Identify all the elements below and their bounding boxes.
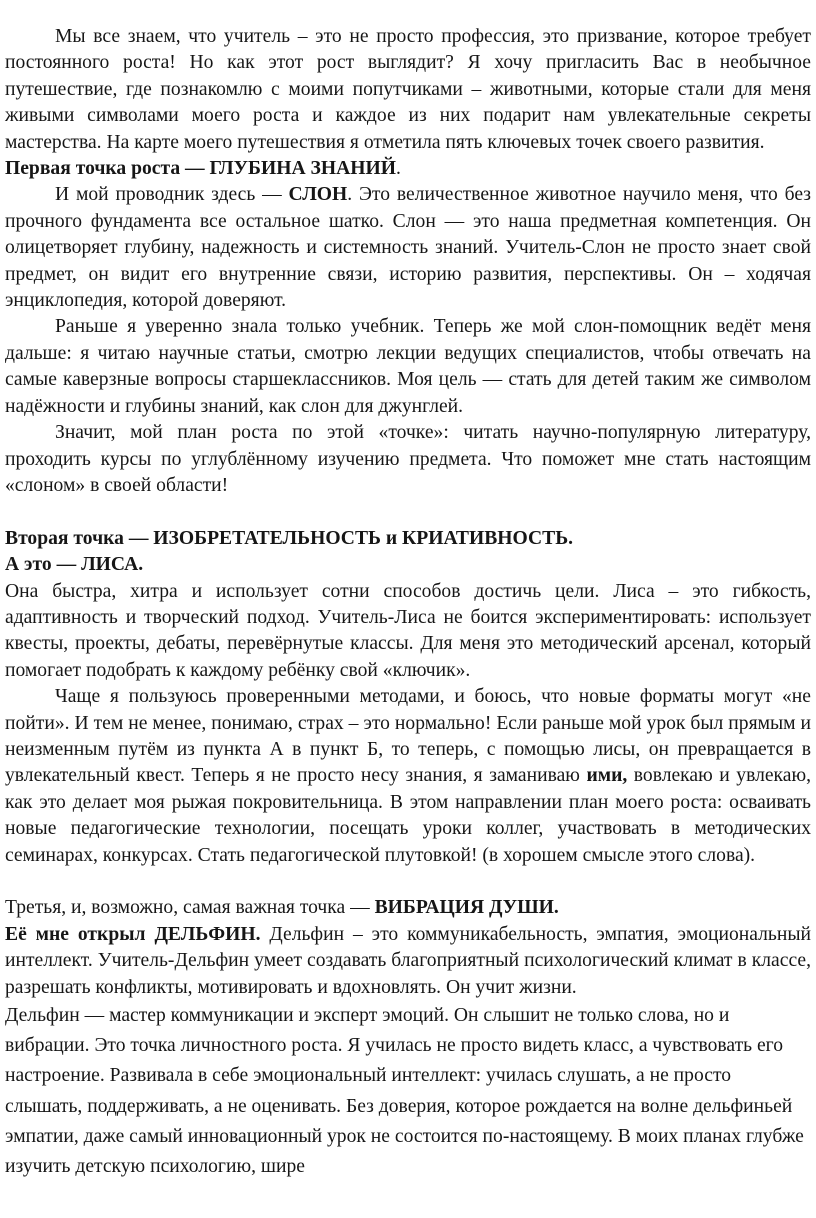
section-3-intro-text: Третья, и, возможно, самая важная точка — <box>5 897 375 919</box>
section-3-intro <box>5 895 811 921</box>
spacer <box>5 499 811 525</box>
section-2-p2-rest: вовлекаю и увлекаю, как это делает моя рыжая покровительница. В этом направлении план моего роста: осваивать новые педагогические технологии, посещать уроки коллег, участвовать в методических семинарах, конкурсах. Стать педагогической плутовкой! (в хорошем смысле этого слова). <box>5 765 812 866</box>
section-2-paragraph-1: Она быстра, хитра и использует сотни способов достичь цели. Лиса – это гибкость, адаптивность и творческий подход. Учитель-Лиса не боится экспериментировать: использует квесты, проекты, дебаты, перевёрнутые классы. Для меня это методический арсенал, который помогает подобрать к каждому ребёнку свой «ключик». <box>5 580 811 681</box>
section-2-p2-start: Чаще я пользуюсь проверенными методами, и боюсь, что новые форматы могут «не пойти». И тем не менее, понимаю, страх – это нормально! Если раньше мой урок был прямым и неизменным путём из пункта А в пункт Б, то теперь, с помощью лисы, он превращается в увлекательный квест. Теперь я не просто несу знания, я заманиваю <box>5 686 811 787</box>
section-2-paragraph-2 <box>5 684 811 869</box>
section-1-heading <box>5 156 811 182</box>
spacer <box>5 869 811 895</box>
section-1-p1-rest: . Это величественное животное научило меня, что без прочного фундамента все остальное шатко. Слон — это наша предметная компетенция. Он олицетворяет глубину, надежность и системность знаний. Учитель-Слон не просто знает свой предмет, он видит его внутренние связи, историю развития, перспективы. Он – ходячая энциклопедия, которой доверяют. <box>5 184 811 312</box>
dolphin-label: Её мне открыл ДЕЛЬФИН. <box>5 923 261 945</box>
section-1-p1-start: И мой проводник здесь — <box>55 184 289 206</box>
section-2-p2-bold: ими, <box>586 765 628 787</box>
section-3-p1-rest: Дельфин – это коммуникабельность, эмпатия, эмоциональный интеллект. Учитель-Дельфин умеет создавать благоприятный психологический климат в классе, разрешать конфликты, мотивировать и вдохновлять. Он учит жизни. <box>5 923 811 998</box>
section-1-paragraph-3: Значит, мой план роста по этой «точке»: читать научно-популярную литературу, проходить курсы по углублённому изучению предмета. Что поможет мне стать настоящим «слоном» в своей области! <box>5 422 811 496</box>
section-2-subheading: А это — ЛИСА. <box>5 554 144 576</box>
section-2-heading: Вторая точка — ИЗОБРЕТАТЕЛЬНОСТЬ и КРИАТИВНОСТЬ. <box>5 527 574 549</box>
section-1-paragraph-1 <box>5 182 811 314</box>
section-1-paragraph-2: Раньше я уверенно знала только учебник. Теперь же мой слон-помощник ведёт меня дальше: я читаю научные статьи, смотрю лекции ведущих специалистов, чтобы отвечать на самые каверзные вопросы старшеклассников. Моя цель — стать для детей таким же символом надёжности и глубины знаний, как слон для джунглей. <box>5 316 811 417</box>
elephant-label: СЛОН <box>288 184 348 206</box>
section-3-title: ВИБРАЦИЯ ДУШИ. <box>374 897 559 919</box>
section-1-title-dot: . <box>395 158 401 180</box>
intro-paragraph: Мы все знаем, что учитель – это не просто профессия, это призвание, которое требует постоянного роста! Но как этот рост выглядит? Я хочу пригласить Вас в необычное путешествие, где познакомлю с моими попутчиками – животными, которые стали для меня живыми символами моего роста и каждое из них подарит нам увлекательные секреты мастерства. На карте моего путешествия я отметила пять ключевых точек своего развития. <box>5 26 811 153</box>
section-1-title: Первая точка роста — ГЛУБИНА ЗНАНИЙ <box>5 158 396 180</box>
section-3-paragraph-2: Дельфин — мастер коммуникации и эксперт эмоций. Он слышит не только слова, но и вибрации. Это точка личностного роста. Я училась не просто видеть класс, а чувствовать его настроение. Развивала в себе эмоциональный интеллект: училась слушать, а не просто слышать, поддерживать, а не оценивать. Без доверия, которое рождается на волне дельфиньей эмпатии, даже самый инновационный урок не состоится по-настоящему. В моих планах глубже изучить детскую психологию, шире <box>5 1005 804 1178</box>
section-3-paragraph-1 <box>5 922 811 1001</box>
